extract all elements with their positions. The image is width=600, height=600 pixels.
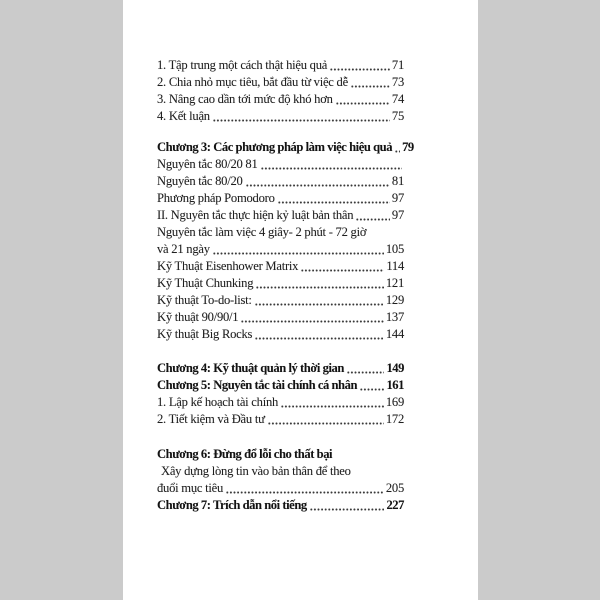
toc-entry-title: Nguyên tắc 80/20 81 <box>157 157 258 171</box>
leader-dots <box>261 167 402 170</box>
toc-entry-title: II. Nguyên tắc thực hiện kỷ luật bản thân <box>157 208 354 222</box>
leader-dots <box>213 119 390 122</box>
toc-entry-title: 1. Tập trung một cách thật hiệu quả <box>157 58 328 72</box>
toc-entry-page-number: 81 <box>391 174 404 188</box>
leader-dots <box>351 85 390 88</box>
toc-entry-title: Chương 5: Nguyên tắc tài chính cá nhân <box>157 378 358 392</box>
toc-entry-title: Kỹ Thuật Chunking <box>157 276 254 290</box>
toc-entry <box>157 411 404 428</box>
toc-entry <box>157 156 404 173</box>
toc-entry <box>157 360 404 377</box>
toc-entry <box>157 241 404 258</box>
toc-entry-page-number: 97 <box>391 208 404 222</box>
toc-entry-title: Kỹ Thuật Eisenhower Matrix <box>157 259 299 273</box>
leader-dots <box>256 286 384 289</box>
toc-entry <box>157 74 404 91</box>
toc-entry-title: Kỹ thuật 90/90/1 <box>157 310 239 324</box>
toc-entry-title: Chương 7: Trích dẫn nổi tiếng <box>157 498 307 512</box>
toc-entry <box>157 258 404 275</box>
toc-entry-title: đuổi mục tiêu <box>157 481 224 495</box>
toc-entry-page-number: 105 <box>385 242 404 256</box>
toc-entry <box>157 326 404 343</box>
leader-dots <box>360 388 384 391</box>
toc-entry-page-number: 79 <box>402 140 414 154</box>
toc-entry-title: 2. Tiết kiệm và Đầu tư <box>157 412 265 426</box>
toc-entry-page-number: 172 <box>385 412 404 426</box>
toc-section <box>157 139 414 343</box>
leader-dots <box>213 252 384 255</box>
toc-entry-page-number: 227 <box>386 498 404 512</box>
leader-dots <box>336 102 390 105</box>
toc-entry-page-number: 205 <box>385 481 404 495</box>
toc-entry-page-number: 169 <box>385 395 404 409</box>
leader-dots <box>281 405 384 408</box>
leader-dots <box>301 269 384 272</box>
toc-entry-page-number: 144 <box>385 327 404 341</box>
toc-entry-title: Phương pháp Pomodoro <box>157 191 275 205</box>
toc-entry-page-number: 121 <box>385 276 404 290</box>
toc-entry <box>157 139 414 156</box>
toc-entry-title: Xây dựng lòng tin vào bản thân để theo <box>161 464 351 478</box>
toc-entry <box>157 57 404 74</box>
leader-dots <box>255 303 384 306</box>
toc-entry-page-number: 73 <box>391 75 404 89</box>
toc-entry <box>157 207 404 224</box>
toc-entry <box>157 446 404 463</box>
toc-entry-title: 4. Kết luận <box>157 109 210 123</box>
toc-entry <box>157 173 404 190</box>
toc-entry-page-number: 149 <box>386 361 404 375</box>
toc-entry-page-number: 75 <box>391 109 404 123</box>
leader-dots <box>347 371 385 374</box>
toc-entry <box>157 108 404 125</box>
toc-entry <box>157 275 404 292</box>
toc-entry-title: Kỹ thuật To-do-list: <box>157 293 252 307</box>
toc-section <box>157 446 404 514</box>
toc-entry-title: Chương 6: Đừng đổ lỗi cho thất bại <box>157 447 333 461</box>
toc-entry-title: Chương 3: Các phương pháp làm việc hiệu quả <box>157 140 393 154</box>
toc-entry <box>157 309 404 326</box>
toc-entry-title: 1. Lập kế hoạch tài chính <box>157 395 279 409</box>
leader-dots <box>310 508 385 511</box>
toc-entry <box>157 480 404 497</box>
toc-entry <box>157 377 404 394</box>
toc-entry-title: Nguyên tắc 80/20 <box>157 174 243 188</box>
toc-entry-page-number: 161 <box>386 378 404 392</box>
table-of-contents <box>157 57 414 514</box>
toc-entry-title: và 21 ngày <box>157 242 210 256</box>
toc-entry-page-number: 97 <box>391 191 404 205</box>
toc-entry <box>157 224 404 241</box>
leader-dots <box>395 150 400 153</box>
toc-entry <box>157 497 404 514</box>
toc-section <box>157 360 404 428</box>
leader-dots <box>356 218 390 221</box>
leader-dots <box>330 68 390 71</box>
leader-dots <box>241 320 384 323</box>
leader-dots <box>268 422 384 425</box>
toc-entry-page-number: 137 <box>385 310 404 324</box>
toc-entry-title: Kỹ thuật Big Rocks <box>157 327 253 341</box>
toc-entry-page-number: 129 <box>385 293 404 307</box>
toc-section <box>157 57 404 125</box>
toc-entry <box>157 91 404 108</box>
toc-entry <box>157 190 404 207</box>
toc-entry-page-number: 114 <box>386 259 404 273</box>
leader-dots <box>226 491 384 494</box>
toc-entry <box>157 463 404 480</box>
toc-entry-page-number: 71 <box>391 58 404 72</box>
leader-dots <box>278 201 390 204</box>
toc-entry-title: 2. Chia nhỏ mục tiêu, bắt đầu từ việc dễ <box>157 75 348 89</box>
leader-dots <box>255 337 384 340</box>
toc-entry-title: Nguyên tắc làm việc 4 giây- 2 phút - 72 giờ <box>157 225 367 239</box>
book-page <box>123 0 478 600</box>
toc-entry <box>157 394 404 411</box>
toc-entry-page-number: 74 <box>391 92 404 106</box>
leader-dots <box>246 184 390 187</box>
toc-entry <box>157 292 404 309</box>
toc-entry-title: Chương 4: Kỹ thuật quản lý thời gian <box>157 361 344 375</box>
toc-entry-title: 3. Nâng cao dần tới mức độ khó hơn <box>157 92 333 106</box>
